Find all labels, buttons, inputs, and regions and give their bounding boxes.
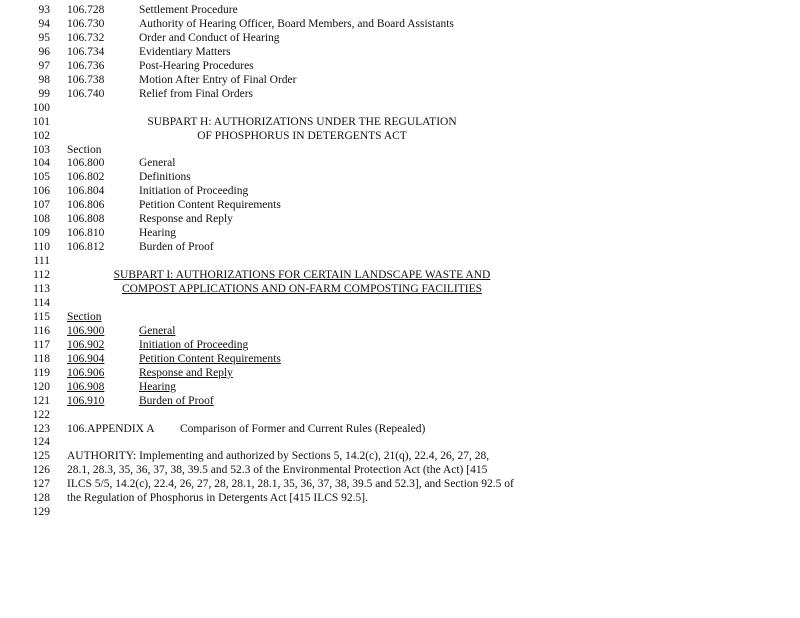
document-line xyxy=(0,101,800,115)
section-title: Response and Reply xyxy=(139,213,233,226)
section-number: 106.812 xyxy=(67,241,105,254)
document-line xyxy=(0,59,800,73)
document-line xyxy=(0,408,800,422)
section-number: 106.808 xyxy=(67,213,105,226)
section-number: 106.908 xyxy=(67,380,105,393)
section-title: General xyxy=(139,157,176,170)
document-line xyxy=(0,31,800,45)
section-title: Settlement Procedure xyxy=(139,4,238,16)
document-line xyxy=(0,3,800,17)
document-line xyxy=(0,324,800,338)
document-line xyxy=(0,212,800,226)
line-number: 95 xyxy=(38,31,50,44)
line-number: 114 xyxy=(33,296,50,309)
section-number: Section xyxy=(67,310,102,323)
line-number: 125 xyxy=(32,450,50,463)
section-title: Petition Content Requirements xyxy=(139,199,281,212)
section-title: Petition Content Requirements xyxy=(139,352,281,365)
subpart-heading: SUBPART I: AUTHORIZATIONS FOR CERTAIN LANDSCAPE WASTE AND xyxy=(113,269,491,282)
line-number: 93 xyxy=(38,4,50,16)
line-number: 110 xyxy=(33,241,50,254)
line-number: 102 xyxy=(32,129,50,142)
line-number: 115 xyxy=(33,310,50,323)
section-number: 106.800 xyxy=(67,157,105,170)
document-line xyxy=(0,115,800,129)
document-line xyxy=(0,226,800,240)
subpart-heading: COMPOST APPLICATIONS AND ON-FARM COMPOSTING FACILITIES xyxy=(121,283,483,295)
document-line xyxy=(0,198,800,212)
line-number: 129 xyxy=(32,506,50,519)
section-title: Hearing xyxy=(139,227,177,240)
line-number: 122 xyxy=(32,408,50,421)
section-number: 106.728 xyxy=(67,4,105,16)
line-number: 128 xyxy=(32,492,50,505)
section-title: Burden of Proof xyxy=(139,394,214,407)
line-number: 109 xyxy=(32,227,50,240)
line-number: 97 xyxy=(38,59,50,72)
line-number: 100 xyxy=(32,101,50,114)
line-number: 98 xyxy=(38,73,50,86)
section-number: 106.910 xyxy=(67,394,105,407)
line-number: 111 xyxy=(33,255,50,268)
subpart-heading: OF PHOSPHORUS IN DETERGENTS ACT xyxy=(197,129,407,142)
document-line xyxy=(0,449,800,463)
document-line xyxy=(0,254,800,268)
appendix-title: Comparison of Former and Current Rules (Repealed) xyxy=(180,422,426,435)
section-number: Section xyxy=(67,143,102,156)
section-title: Evidentiary Matters xyxy=(139,45,231,58)
section-title: Burden of Proof xyxy=(139,241,214,254)
authority-text: the Regulation of Phosphorus in Detergents Act [415 ILCS 92.5]. xyxy=(67,492,368,505)
line-number: 123 xyxy=(32,422,50,435)
document-line xyxy=(0,463,800,477)
line-number: 99 xyxy=(38,87,50,100)
document-line xyxy=(0,296,800,310)
document-line xyxy=(0,366,800,380)
line-number: 121 xyxy=(32,394,50,407)
line-number: 96 xyxy=(38,45,50,58)
section-title: Hearing xyxy=(139,380,177,393)
document-line xyxy=(0,505,800,519)
line-number: 108 xyxy=(32,213,50,226)
section-title: Relief from Final Orders xyxy=(139,87,254,100)
section-number: 106.906 xyxy=(67,366,105,379)
document-line xyxy=(0,380,800,394)
line-number: 112 xyxy=(33,269,50,282)
document-line xyxy=(0,477,800,491)
document-line xyxy=(0,17,800,31)
document-line xyxy=(0,310,800,324)
line-number: 113 xyxy=(33,283,50,295)
section-number: 106.738 xyxy=(67,73,105,86)
line-number: 118 xyxy=(33,352,50,365)
line-number: 105 xyxy=(32,171,50,184)
line-number: 117 xyxy=(33,338,50,351)
section-title: Post-Hearing Procedures xyxy=(139,59,254,72)
line-number: 106 xyxy=(32,185,50,198)
section-title: Definitions xyxy=(139,171,191,184)
section-number: 106.810 xyxy=(67,227,105,240)
authority-text: AUTHORITY: Implementing and authorized by Sections 5, 14.2(c), 21(q), 22.4, 26, 27, 28, xyxy=(67,450,490,463)
document-line xyxy=(0,73,800,87)
document-line xyxy=(0,87,800,101)
document-line xyxy=(0,422,800,436)
line-number: 94 xyxy=(38,17,50,30)
subpart-heading: SUBPART H: AUTHORIZATIONS UNDER THE REGULATION xyxy=(147,115,457,128)
section-number: 106.802 xyxy=(67,171,105,184)
section-number: 106.804 xyxy=(67,185,105,198)
line-number: 119 xyxy=(33,366,50,379)
line-number: 101 xyxy=(32,115,50,128)
document-line xyxy=(0,184,800,198)
section-title: Initiation of Proceeding xyxy=(139,185,249,198)
section-title: General xyxy=(139,324,176,337)
line-number: 126 xyxy=(32,464,50,477)
document-line xyxy=(0,170,800,184)
document-line xyxy=(0,352,800,366)
line-number: 103 xyxy=(32,143,50,156)
section-number: 106.734 xyxy=(67,45,105,58)
section-number: 106.732 xyxy=(67,31,105,44)
document-line xyxy=(0,143,800,157)
line-number: 104 xyxy=(32,157,50,170)
document-line xyxy=(0,45,800,59)
section-title: Authority of Hearing Officer, Board Members, and Board Assistants xyxy=(139,17,454,30)
document-line xyxy=(0,156,800,170)
document-line xyxy=(0,240,800,254)
section-number: 106.900 xyxy=(67,324,105,337)
line-number: 124 xyxy=(32,436,50,449)
section-title: Response and Reply xyxy=(139,366,233,379)
line-number: 120 xyxy=(32,380,50,393)
authority-text: ILCS 5/5, 14.2(c), 22.4, 26, 27, 28, 28.1, 28.1, 35, 36, 37, 38, 39.5 and 52.3], and Section 92.5 of xyxy=(67,478,514,491)
document-line xyxy=(0,435,800,449)
document-line xyxy=(0,491,800,505)
document-line xyxy=(0,394,800,408)
line-number: 116 xyxy=(33,324,50,337)
document-line xyxy=(0,129,800,143)
line-number: 127 xyxy=(32,478,50,491)
section-number: 106.740 xyxy=(67,87,105,100)
section-number: 106.736 xyxy=(67,59,105,72)
document-line xyxy=(0,268,800,282)
section-title: Motion After Entry of Final Order xyxy=(139,73,297,86)
section-number: 106.APPENDIX A xyxy=(67,422,155,435)
line-number: 107 xyxy=(32,199,50,212)
section-number: 106.902 xyxy=(67,338,105,351)
section-title: Initiation of Proceeding xyxy=(139,338,249,351)
section-number: 106.730 xyxy=(67,17,105,30)
authority-text: 28.1, 28.3, 35, 36, 37, 38, 39.5 and 52.3 of the Environmental Protection Act (the Act) [415 xyxy=(67,464,488,477)
section-title: Order and Conduct of Hearing xyxy=(139,31,280,44)
document-line xyxy=(0,338,800,352)
document-line xyxy=(0,282,800,296)
section-number: 106.806 xyxy=(67,199,105,212)
section-number: 106.904 xyxy=(67,352,105,365)
